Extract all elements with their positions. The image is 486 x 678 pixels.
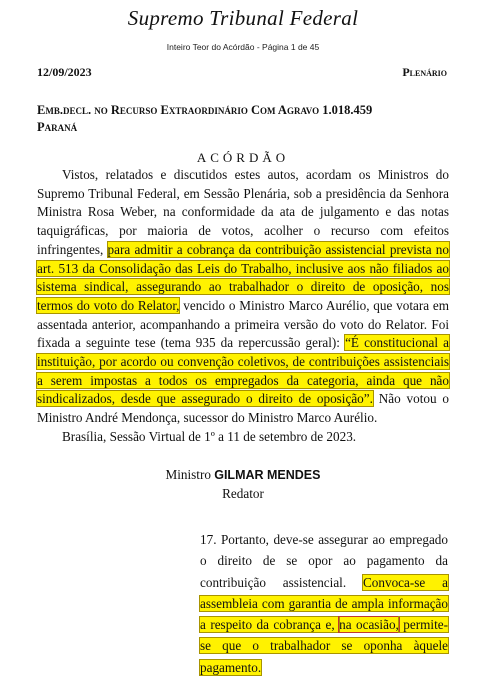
- signer-name: GILMAR MENDES: [214, 468, 321, 482]
- vote-excerpt: [200, 529, 448, 678]
- page-subtitle: Inteiro Teor do Acórdão - Página 1 de 45: [166, 42, 320, 52]
- highlight-admission: para admitir a cobrança da contribuição assistencial prevista no art. 513 da Consolidação das Leis do Trabalho, inclusive aos não filiados ao sistema sindical, assegurando ao trabalhador o direito de oposição, nos termos do voto do Relator,: [37, 241, 449, 313]
- highlight-assembly: Convoca-se a assembleia com garantia de ampla informação a respeito da cobrança e,: [200, 574, 448, 633]
- acordao-text-2: vencido o Ministro Marco Aurélio, que votara em assentada anterior, acompanhando a primeira versão do voto do Relator. Foi fixada a seguinte tese (tema 935 da repercussão geral):: [37, 297, 449, 351]
- acordao-text-3: Não votou o Ministro André Mendonça, sucessor do Ministro Marco Aurélio.: [37, 391, 449, 426]
- acordao-body: [37, 166, 449, 447]
- acordao-title: ACÓRDÃO: [196, 150, 290, 165]
- decision-date: 12/09/2023: [37, 65, 92, 79]
- signer-line: [0, 467, 486, 483]
- session-label: Plenário: [402, 65, 447, 79]
- acordao-text-1: Vistos, relatados e discutidos estes autos, acordam os Ministros do Supremo Tribunal Federal, em Sessão Plenária, sob a presidência da Senhora Ministra Rosa Weber, na conformidade da ata de julgamento e das notas taquigráficas, por maioria de votos, acolher o recurso com efeitos infringentes,: [37, 167, 449, 257]
- signer-prefix: Ministro: [165, 467, 215, 482]
- case-title: Emb.decl. no Recurso Extraordinário Com Agravo 1.018.459: [37, 103, 373, 117]
- boxed-na-ocasiao: na ocasião,: [339, 617, 399, 633]
- acordao-paragraph: [37, 166, 449, 428]
- place-date: Brasília, Sessão Virtual de 1º a 11 de setembro de 2023.: [62, 428, 357, 444]
- excerpt-paragraph: [200, 529, 448, 678]
- highlight-opposition: permite-se que o trabalhador se oponha àquele pagamento.: [200, 617, 448, 675]
- highlight-thesis: “É constitucional a instituição, por acordo ou convenção coletivos, de contribuições assistenciais a serem impostas a todos os empregados da categoria, ainda que não sindicalizados, desde que assegurado o direito de oposição”.: [37, 335, 450, 407]
- case-heading: [37, 102, 447, 136]
- case-state: Paraná: [37, 120, 78, 134]
- excerpt-text: 17. Portanto, deve-se assegurar ao empregado o direito de se opor ao pagamento da contribuição assistencial.: [200, 532, 448, 590]
- court-name: Supremo Tribunal Federal: [127, 6, 359, 30]
- signer-role: Redator: [222, 486, 264, 501]
